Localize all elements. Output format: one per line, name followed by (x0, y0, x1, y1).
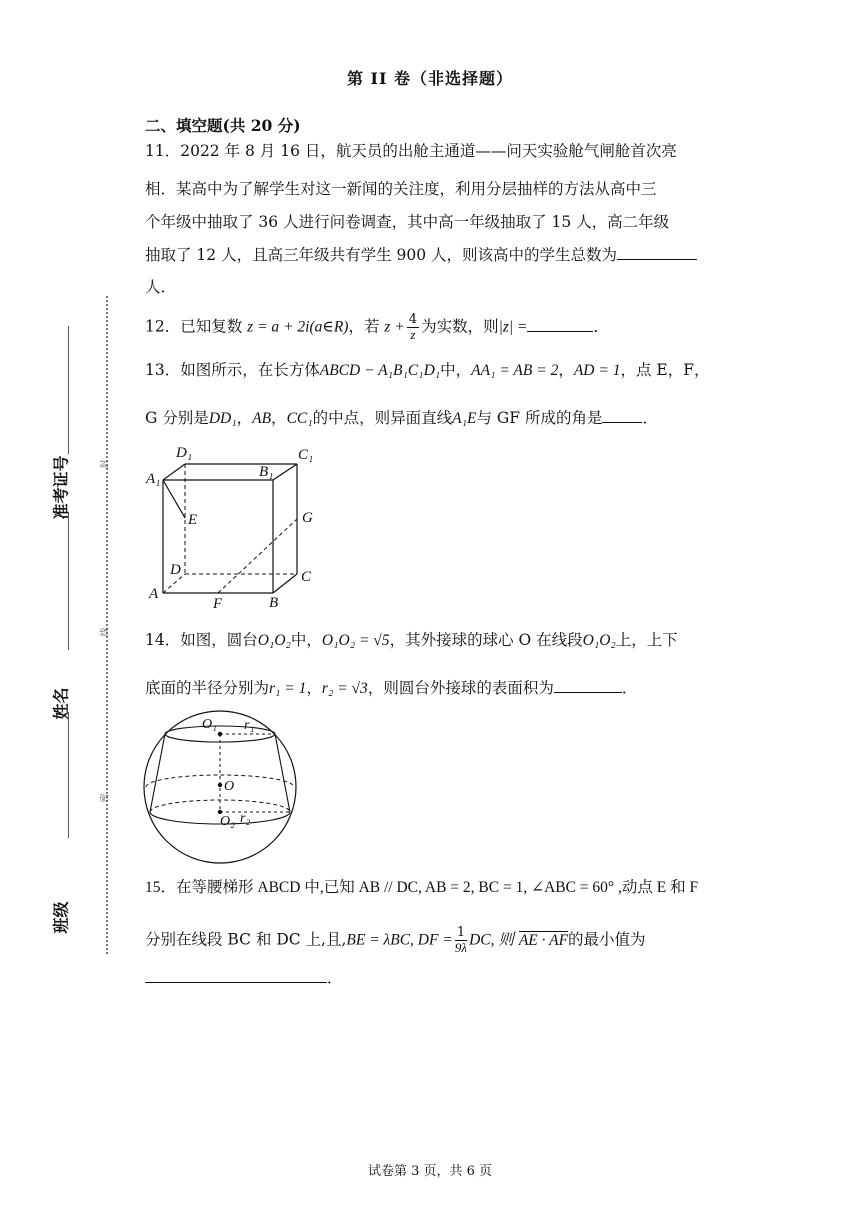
segment-a1-e (163, 480, 185, 518)
name-field[interactable] (68, 712, 69, 838)
seal-mark-1: 封 (100, 459, 111, 469)
q14-text-2f: ． (621, 679, 638, 697)
q15-dot-product: AE · AF (518, 931, 569, 949)
q15-answer-blank[interactable] (145, 968, 327, 983)
q11-answer-blank[interactable] (617, 245, 697, 260)
q14-r1: r₁ = 1 (269, 680, 307, 697)
q13-text-c: 中， (440, 361, 472, 379)
label-exam-id: 准考证号 (51, 455, 71, 520)
q11-line-4 (145, 245, 697, 265)
q15-vector-eq: BE = λBC, DF = (346, 931, 453, 949)
q12-frac-den: z (410, 327, 416, 342)
q13-seg-dd1: DD₁ (208, 410, 237, 427)
point-o1 (218, 732, 222, 736)
q13-text-g: ，点 E，F， (620, 361, 710, 379)
q15-frac-den: 9λ (454, 940, 468, 955)
seal-mark-3: 密 (100, 793, 111, 803)
page-title: 第 II 卷（非选择题） (346, 69, 514, 88)
label-f: F (213, 596, 223, 612)
q11-line-2: 相．某高中为了解学生对这一新闻的关注度，利用分层抽样的方法从高中三 (145, 180, 657, 198)
q12-expr-sum: z + (384, 318, 405, 336)
q13-text-2e: ， (271, 409, 287, 427)
label-a: A (149, 586, 159, 602)
segment-f-g-hidden (218, 519, 297, 593)
q14-r2: r₂ = √3 (321, 680, 368, 697)
q15-frac-num: 1 (456, 925, 466, 940)
section-heading: 二、填空题(共 20 分) (145, 116, 301, 135)
q15-line-3 (145, 968, 343, 988)
label-a1: A₁ (146, 471, 161, 487)
q13-solid-name: ABCD − A₁B₁C₁D₁ (319, 362, 441, 379)
q13-text-2g: 的中点，则异面直线 (312, 409, 453, 427)
q11-line-5: 人． (145, 278, 177, 296)
q11-line-3: 个年级中抽取了 36 人进行问卷调查，其中高一年级抽取了 15 人，高二年级 (145, 213, 670, 231)
q13-text-2a: G 分别是 (145, 409, 209, 427)
q15-text-a: 分别在线段 BC 和 DC 上,且, (145, 930, 347, 949)
label-o2: O₂ (220, 814, 235, 829)
label-b: B (269, 595, 279, 611)
q12-prefix: 12．已知复数 (145, 317, 243, 336)
label-e: E (188, 512, 198, 528)
label-d1: D₁ (176, 445, 193, 461)
q14-line-2 (145, 678, 637, 699)
q14-text-e: ，其外接球的球心 O 在线段 (389, 631, 583, 649)
q14-text-a: 14．如图，圆台 (145, 631, 258, 649)
page-footer: 试卷第 3 页，共 6 页 (367, 1164, 493, 1179)
q13-text-a: 13．如图所示，在长方体 (145, 361, 320, 379)
q14-text-2a: 底面的半径分别为 (145, 679, 270, 697)
exam-id-field[interactable] (68, 326, 69, 454)
q13-text-2i: 与 GF 所成的角是 (476, 409, 603, 427)
q14-axis-length: O₁O₂ = √5 (321, 632, 390, 649)
q12-line (145, 313, 609, 342)
q14-axis-2: O₁O₂ (582, 632, 616, 649)
q15-text-e: 的最小值为 (568, 930, 646, 949)
q14-text-2e: ，则圆台外接球的表面积为 (367, 679, 554, 697)
q12-expr-abs: |z| = (498, 318, 528, 336)
q11-line-1: 11．2022 年 8 月 16 日，航天员的出舱主通道——问天实验舱气闸舱首次亮 (145, 142, 677, 160)
q15-line-1: 15．在等腰梯形 ABCD 中,已知 AB // DC, AB = 2, BC = 1, ∠ABC = 60° ,动点 E 和 F (145, 879, 699, 896)
q12-answer-blank[interactable] (527, 317, 593, 332)
point-o (218, 783, 222, 787)
q11-text-4: 抽取了 12 人，且高三年级共有学生 900 人，则该高中的学生总数为 (145, 246, 618, 264)
generatrix-left (150, 734, 165, 812)
q13-cond-2: AD = 1 (573, 362, 621, 379)
label-name: 姓名 (51, 687, 71, 720)
q12-end: ． (593, 317, 609, 336)
q12-expr-z: z = a + 2i (247, 318, 310, 336)
q13-cuboid-figure (140, 440, 330, 612)
q14-axis: O₁O₂ (257, 632, 291, 649)
label-r2: r₂ (240, 811, 251, 826)
q13-answer-blank[interactable] (602, 408, 642, 423)
label-d: D (170, 562, 181, 578)
q15-vector-dc: DC, 则 (469, 931, 514, 949)
q15-end: ． (327, 969, 343, 987)
label-c: C (301, 569, 312, 585)
q14-text-g: 上，上下 (615, 631, 678, 649)
q15-fraction (455, 926, 467, 955)
seal-mark-2: 线 (100, 627, 111, 637)
q12-fraction (407, 313, 419, 342)
q14-answer-blank[interactable] (554, 678, 622, 693)
label-o1: O₁ (202, 717, 217, 732)
q12-frac-num: 4 (408, 312, 418, 327)
label-g: G (302, 510, 313, 526)
q13-text-2j: ． (642, 409, 658, 427)
edge-a1-d1 (163, 464, 185, 480)
q14-text-2c: ， (306, 679, 322, 697)
label-r1: r₁ (244, 718, 255, 733)
generatrix-right (275, 734, 290, 812)
edge-b-c (273, 574, 297, 593)
edge-b1-c1 (273, 464, 297, 480)
q13-seg-ab: AB (252, 410, 272, 427)
q12-mid-2: 为实数，则 (421, 317, 499, 336)
q13-text-2c: ， (236, 409, 253, 427)
q13-seg-a1e: A₁E (452, 410, 477, 427)
divider-line-1 (68, 512, 69, 650)
q12-expr-domain: (a∈R) (309, 318, 349, 336)
q14-sphere-figure (140, 708, 310, 868)
q13-line-1 (145, 360, 709, 381)
q13-cond-1: AA₁ = AB = 2 (471, 362, 559, 379)
label-b1: B₁ (259, 464, 274, 480)
q13-seg-cc1: CC₁ (286, 410, 313, 427)
q12-mid: ，若 (348, 317, 380, 336)
label-o: O (224, 779, 235, 794)
q14-line-1 (145, 630, 678, 651)
label-c1: C₁ (298, 447, 314, 463)
q13-line-2 (145, 408, 658, 429)
label-class: 班级 (51, 901, 71, 934)
q15-line-2 (145, 926, 646, 955)
q14-text-c: 中， (290, 631, 322, 649)
q13-text-e: ， (558, 361, 574, 379)
